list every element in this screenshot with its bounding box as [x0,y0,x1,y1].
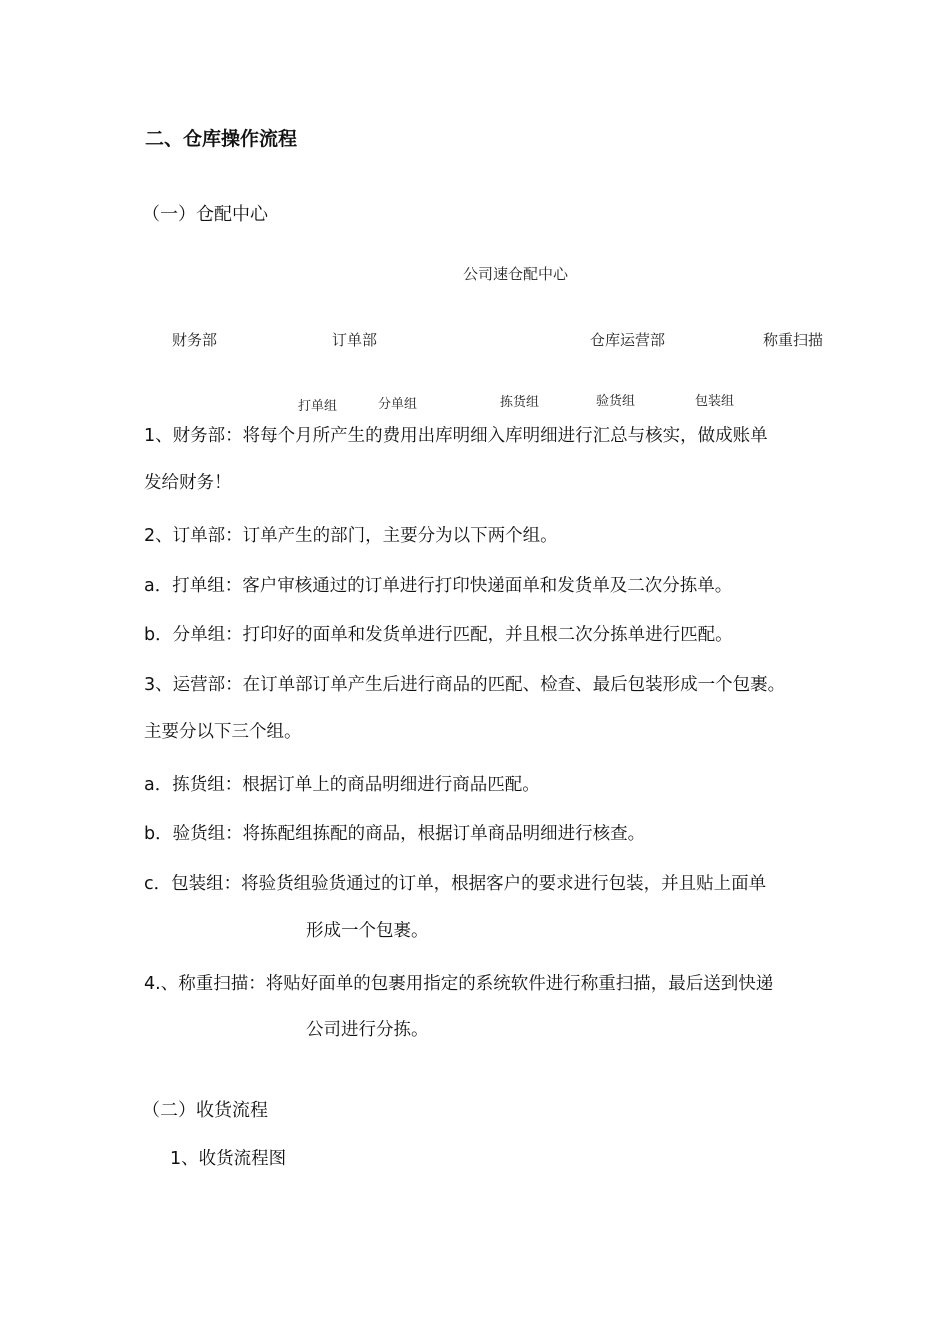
paragraph-operations-cont: 主要分以下三个组。 [144,722,302,742]
receiving-flowchart-item: 1、收货流程图 [170,1149,287,1169]
org-root: 公司速仓配中心 [463,265,569,283]
paragraph-pick-group: a．拣货组：根据订单上的商品明细进行商品匹配。 [144,775,540,795]
section-heading-receiving: （二）收货流程 [142,1100,268,1121]
paragraph-pack-group-cont: 形成一个包裹。 [306,921,429,941]
paragraph-weighing: 4.、称重扫描：将贴好面单的包裹用指定的系统软件进行称重扫描，最后送到快递 [144,974,774,994]
org-group-print: 打单组 [298,399,338,414]
org-dept-finance: 财务部 [172,331,218,349]
org-group-inspect: 验货组 [596,394,636,409]
org-dept-weighing: 称重扫描 [763,331,824,349]
org-group-pick: 拣货组 [500,395,540,410]
section-heading-warehouse-center: （一）仓配中心 [142,204,268,225]
paragraph-sort-group: b．分单组：打印好的面单和发货单进行匹配，并且根二次分拣单进行匹配。 [144,625,733,645]
org-group-sort: 分单组 [378,397,418,412]
paragraph-order-dept: 2、订单部：订单产生的部门，主要分为以下两个组。 [144,526,558,546]
page-title: 二、仓库操作流程 [145,128,298,150]
org-dept-operations: 仓库运营部 [590,331,666,349]
paragraph-print-group: a．打单组：客户审核通过的订单进行打印快递面单和发货单及二次分拣单。 [144,576,733,596]
paragraph-pack-group: c．包装组：将验货组验货通过的订单，根据客户的要求进行包装，并且贴上面单 [144,874,767,894]
org-dept-order: 订单部 [332,331,378,349]
org-group-pack: 包装组 [695,394,735,409]
paragraph-finance-cont: 发给财务！ [144,473,232,493]
paragraph-weighing-cont: 公司进行分拣。 [306,1020,429,1040]
paragraph-operations: 3、运营部：在订单部订单产生后进行商品的匹配、检查、最后包装形成一个包裹。 [144,675,786,695]
paragraph-finance: 1、财务部：将每个月所产生的费用出库明细入库明细进行汇总与核实，做成账单 [144,426,768,446]
paragraph-inspect-group: b．验货组：将拣配组拣配的商品，根据订单商品明细进行核查。 [144,824,646,844]
